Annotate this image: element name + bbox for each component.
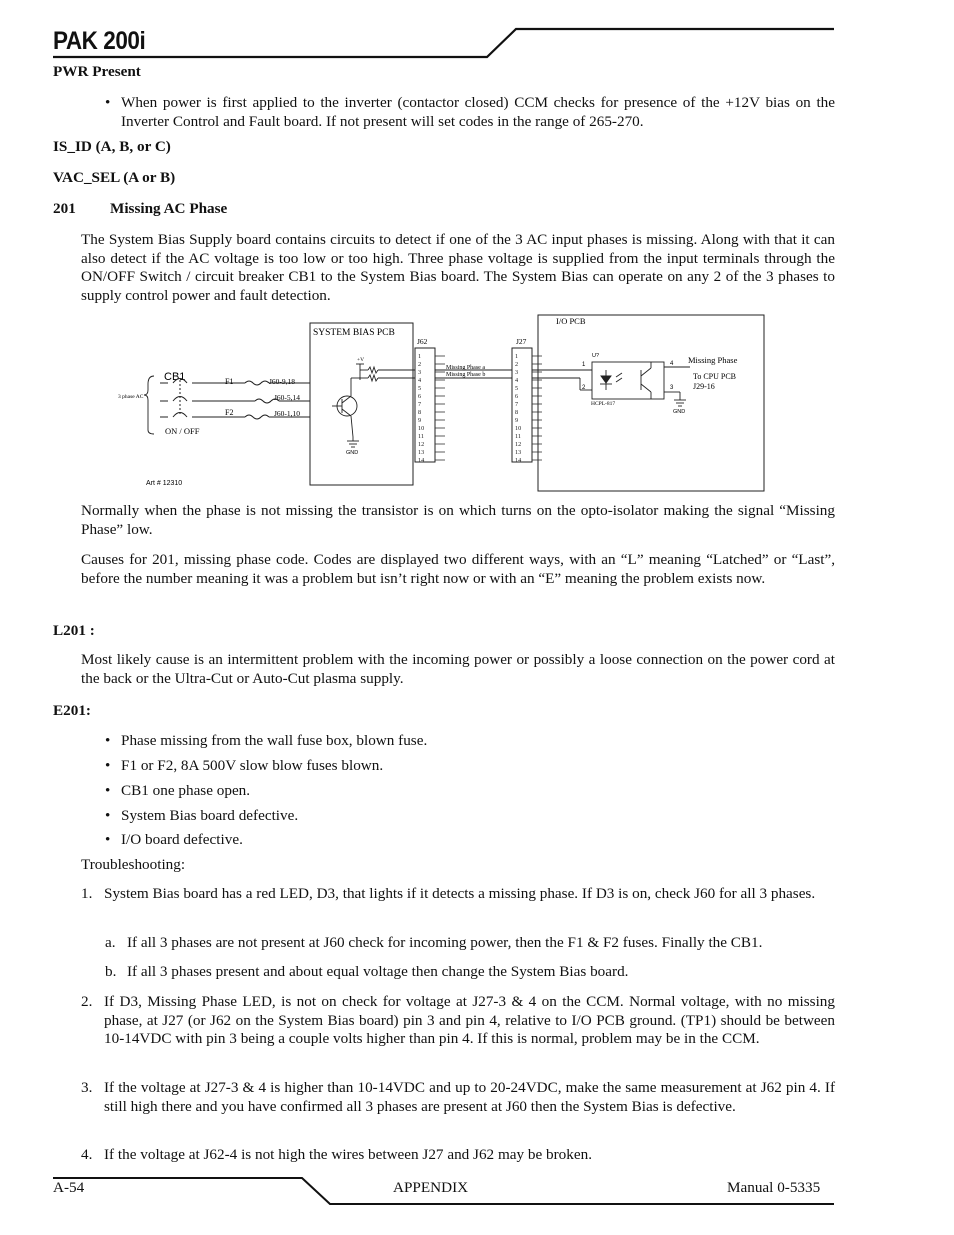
label-gnd-io: GND bbox=[673, 409, 686, 415]
j62-pin-number: 13 bbox=[418, 449, 425, 456]
heading-pwr-present: PWR Present bbox=[53, 63, 141, 80]
label-j29-16: J29-16 bbox=[693, 382, 715, 391]
label-j60-9-18: J60-9,18 bbox=[269, 377, 296, 386]
j27-pin-number: 14 bbox=[515, 457, 522, 464]
label-cb1: CB1 bbox=[164, 371, 186, 383]
j27-pin-number: 2 bbox=[515, 361, 519, 368]
footer-page-number: A-54 bbox=[53, 1179, 85, 1196]
troubleshooting-label: Troubleshooting: bbox=[81, 856, 186, 873]
j27-pin-number: 10 bbox=[515, 425, 522, 432]
heading-code-number: 201 bbox=[53, 200, 76, 217]
label-u: U? bbox=[592, 353, 600, 359]
label-hcpl: HCPL-817 bbox=[591, 401, 616, 407]
j27-pin-number: 11 bbox=[515, 433, 521, 440]
footer-manual: Manual 0-5335 bbox=[727, 1179, 821, 1196]
label-pin-1: 1 bbox=[582, 362, 586, 368]
paragraph-l201: Most likely cause is an intermittent problem with the incoming power or possibly a loose connection on the power cord at the back or the Ultra-Cut or Auto-Cut plasma supply. bbox=[81, 651, 835, 687]
j27-pin-number: 5 bbox=[515, 385, 519, 392]
j27-pin-number: 4 bbox=[515, 377, 519, 384]
j62-pin-number: 12 bbox=[418, 441, 425, 448]
label-system-bias-pcb: SYSTEM BIAS PCB bbox=[313, 328, 395, 338]
label-missing-phase: Missing Phase bbox=[688, 355, 738, 365]
heading-l201: L201 : bbox=[53, 622, 95, 639]
label-3-phase-ac: 3 phase AC bbox=[118, 394, 144, 400]
j27-pin-number: 9 bbox=[515, 417, 519, 424]
label-io-pcb: I/O PCB bbox=[556, 316, 586, 326]
j27-pin-number: 3 bbox=[515, 369, 519, 376]
j62-pin-number: 1 bbox=[418, 353, 422, 360]
heading-is-id: IS_ID (A, B, or C) bbox=[53, 138, 171, 155]
j27-pin-number: 8 bbox=[515, 409, 519, 416]
footer-section: APPENDIX bbox=[393, 1179, 469, 1196]
paragraph-system-bias: The System Bias Supply board contains circuits to detect if one of the 3 AC input phases is missing. Along with that it can also detect if the AC voltage is too low or too high. Three phase voltage is supplied from the input terminals through the ON/OFF Switch / circuit breaker CB1 to the System Bias board. The System Bias can operate on any 2 of the 3 phases to supply control power and fault detection. bbox=[81, 231, 835, 304]
label-missing-phase-a: Missing Phase a bbox=[446, 365, 485, 371]
label-missing-phase-b: Missing Phase b bbox=[446, 372, 486, 378]
document-title: PAK 200i bbox=[53, 27, 146, 55]
label-j62: J62 bbox=[417, 337, 428, 346]
label-pin-4: 4 bbox=[670, 361, 674, 367]
label-art-number: Art # 12310 bbox=[146, 480, 183, 487]
label-to-cpu: To CPU PCB bbox=[693, 372, 737, 381]
label-pin-3: 3 bbox=[670, 385, 674, 391]
j62-pin-number: 10 bbox=[418, 425, 425, 432]
j62-pin-number: 11 bbox=[418, 433, 424, 440]
j62-pin-number: 8 bbox=[418, 409, 422, 416]
j62-pin-number: 7 bbox=[418, 401, 422, 408]
label-j27: J27 bbox=[516, 337, 527, 346]
j62-pin-number: 2 bbox=[418, 361, 422, 368]
header-rule bbox=[0, 0, 954, 70]
j27-pin-number: 6 bbox=[515, 393, 519, 400]
paragraph-causes: Causes for 201, missing phase code. Codes are displayed two different ways, with an “L” meaning “Latched” or “Last”, before the number meaning it was a problem but isn’t right now or with an “E” meaning the problem exists now. bbox=[81, 551, 835, 587]
j62-pin-number: 4 bbox=[418, 377, 422, 384]
label-f1: F1 bbox=[225, 377, 234, 386]
label-gnd-bias: GND bbox=[346, 450, 359, 456]
j27-pin-number: 12 bbox=[515, 441, 522, 448]
label-pin-2: 2 bbox=[582, 385, 586, 391]
j62-pin-number: 5 bbox=[418, 385, 422, 392]
j27-pin-number: 7 bbox=[515, 401, 519, 408]
j27-pin-number: 1 bbox=[515, 353, 519, 360]
missing-phase-schematic bbox=[110, 310, 770, 500]
j27-pin-number: 13 bbox=[515, 449, 522, 456]
label-plus-v: +V bbox=[357, 357, 365, 363]
label-j60-1-10: J60-1,10 bbox=[274, 409, 301, 418]
j62-pin-number: 3 bbox=[418, 369, 422, 376]
label-f2: F2 bbox=[225, 408, 234, 417]
heading-e201: E201: bbox=[53, 702, 91, 719]
label-j60-5-14: J60-5,14 bbox=[274, 393, 301, 402]
j62-pin-number: 14 bbox=[418, 457, 425, 464]
heading-vac-sel: VAC_SEL (A or B) bbox=[53, 169, 176, 186]
paragraph-normally: Normally when the phase is not missing the transistor is on which turns on the opto-isolator making the signal “Missing Phase” low. bbox=[81, 502, 835, 538]
j62-pin-number: 6 bbox=[418, 393, 422, 400]
heading-code-title: Missing AC Phase bbox=[110, 200, 228, 217]
label-on-off: ON / OFF bbox=[165, 426, 200, 436]
j62-pin-number: 9 bbox=[418, 417, 422, 424]
